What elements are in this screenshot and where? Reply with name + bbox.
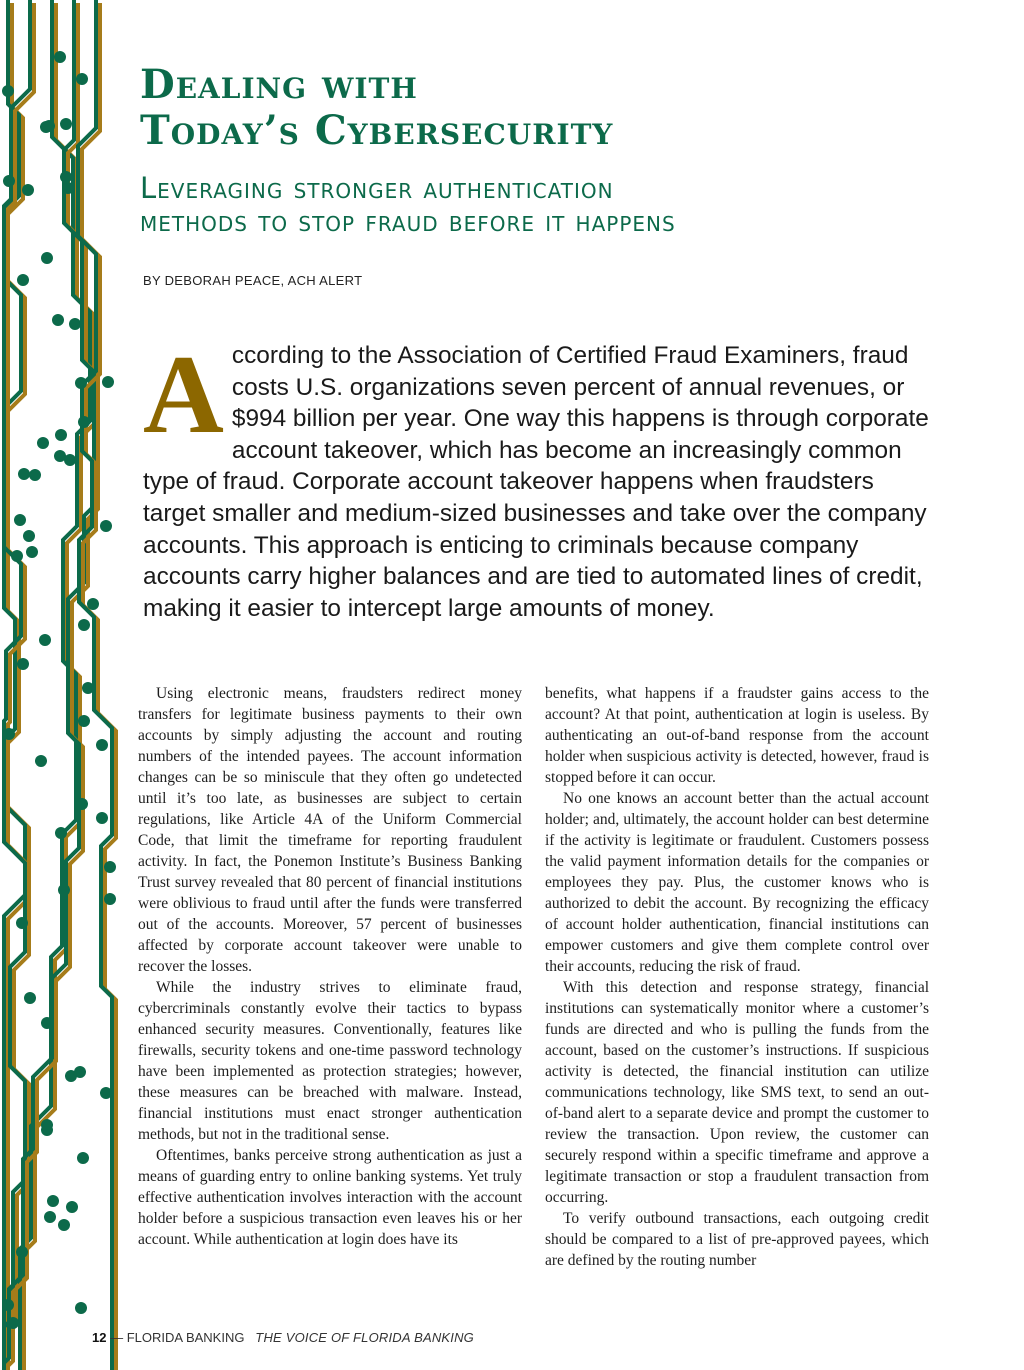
circuit-node [77,1152,89,1164]
circuit-node [82,682,94,694]
circuit-node [52,314,64,326]
circuit-node [62,182,74,194]
circuit-node [16,917,28,929]
circuit-node [78,619,90,631]
body-paragraph: benefits, what happens if a fraudster gains access to the account? At that point, authentication at login is useless. By authenticating an out-of-band response from the account holder when suspicious activity is detected, however, fraud is stopped before it can occur. [545,685,929,786]
circuit-node [104,861,116,873]
circuit-node [104,893,116,905]
circuit-node [100,520,112,532]
body-paragraph: To verify outbound transactions, each outgoing credit should be compared to a list of pre-approved payees, which are defined by the routing number [545,1210,929,1269]
body-column-right [545,683,929,1271]
title-line-1: Dealing with [140,61,418,108]
circuit-node [3,728,15,740]
circuit-node [23,530,35,542]
circuit-node [17,658,29,670]
circuit-node [87,598,99,610]
circuit-node [102,376,114,388]
lead-paragraph [143,333,933,624]
circuit-node [55,827,67,839]
page-number: 12 [92,1330,107,1345]
footer-separator: — [106,1330,127,1345]
circuit-node [78,416,90,428]
publication-name: FLORIDA BANKING [126,1330,245,1345]
circuit-node [58,1219,70,1231]
circuit-node [11,550,23,562]
circuit-node [14,514,26,526]
circuit-board-decoration [0,0,120,1370]
circuit-node [39,634,51,646]
body-paragraph: With this detection and response strategy, financial institutions can systematically monitor where a customer’s funds are directed and who is pulling the funds from the account, based on the customer’s instructions. If suspicious activity is detected, the financial institution can utilize communications technology, like SMS text, to send an out-of-band alert to a separate device and prompt the customer to review the transaction. Upon review, the customer can securely respond within a specific timeframe and approve a legitimate transaction or stop a fraudulent transaction from occurring. [545,979,929,1206]
body-paragraph: Using electronic means, fraudsters redirect money transfers for legitimate business payments to their own accounts by simply adjusting the account and routing numbers of the intended payees. The account information changes can be so miniscule that they often go undetected until it’s too late, as businesses are subject to certain regulations, like Article 4A of the Uniform Commercial Code, that limit the timeframe for reporting fraudulent activity. In fact, the Ponemon Institute’s Business Banking Trust survey revealed that 80 percent of financial institutions were oblivious to fraud until after the funds were transferred out of the accounts. Moreover, 57 percent of businesses affected by corporate account takeover were unable to recover the losses. [138,685,522,975]
circuit-node [100,1087,112,1099]
circuit-node [17,274,29,286]
circuit-node [47,1195,59,1207]
title-line-2: Today’s Cybersecurity [140,107,614,154]
circuit-node [41,1119,53,1131]
subtitle-line-1: Leveraging stronger authentication [140,171,614,205]
circuit-node [24,992,36,1004]
circuit-node [58,884,70,896]
circuit-node [60,118,72,130]
circuit-node [66,1201,78,1213]
body-paragraph: No one knows an account better than the actual account holder; and, ultimately, the account holder can best determine if the activity is legitimate or fraudulent. Customers possess the valid payment information details for the companies or employees they pay. Plus, the customer knows who is authorized to debit the account. By recognizing the efficacy of account holder authentication, financial institutions can empower customers and give them complete control over their accounts, reducing the risk of fraud. [545,790,929,975]
circuit-node [16,1246,28,1258]
body-paragraph: Oftentimes, banks perceive strong authentication as just a means of guarding entry to online banking systems. Yet truly effective authentication involves interaction with the account holder before a suspicious transaction even leaves his or her account. While authentication at login does have its [138,1147,522,1248]
article-subtitle [140,172,1000,238]
circuit-node [75,377,87,389]
circuit-node [22,184,34,196]
circuit-node [69,318,81,330]
subtitle-line-2: methods to stop fraud before it happens [140,204,676,238]
circuit-node [41,1017,53,1029]
circuit-node [96,812,108,824]
publication-tagline: THE VOICE OF FLORIDA BANKING [255,1330,474,1345]
circuit-node [2,1299,14,1311]
body-column-left [138,683,522,1250]
circuit-node [7,1317,19,1329]
circuit-node [44,1211,56,1223]
circuit-node [96,739,108,751]
lead-text: ccording to the Association of Certified Fraud Examiners, fraud costs U.S. organizations seven percent of annual revenues, or $994 billion per year. One way this happens is through corporate account takeover, which has become an increasingly common type of fraud. Corporate account takeover happens when fraudsters target smaller and medium-sized businesses and take over the company accounts. This approach is enticing to criminals because company accounts carry higher balances and are tied to automated lines of credit, making it easier to intercept large amounts of money. [143,342,929,622]
circuit-node [75,1302,87,1314]
circuit-node [35,755,47,767]
circuit-node [26,546,38,558]
circuit-node [37,437,49,449]
drop-cap: A [143,333,224,457]
body-paragraph: While the industry strives to eliminate fraud, cybercriminals constantly evolve their tactics to bypass enhanced security measures. Conventionally, features like firewalls, security tokens and one-time password technology have been implemented as protection strategies; however, these measures can be breached with malware. Instead, financial institutions must enact stronger authentication methods, but not in the traditional sense. [138,979,522,1143]
circuit-node [18,468,30,480]
page-footer [92,1330,474,1345]
circuit-node [40,121,52,133]
circuit-node [29,469,41,481]
circuit-node [41,252,53,264]
circuit-node [2,85,14,97]
byline: BY DEBORAH PEACE, ACH ALERT [143,273,363,288]
circuit-node [55,429,67,441]
circuit-node [3,175,15,187]
circuit-node [60,171,72,183]
circuit-node [54,51,66,63]
circuit-node [76,73,88,85]
circuit-node [78,715,90,727]
circuit-node [76,798,88,810]
circuit-node [64,454,76,466]
article-title [140,62,1000,154]
circuit-node [65,1070,77,1082]
